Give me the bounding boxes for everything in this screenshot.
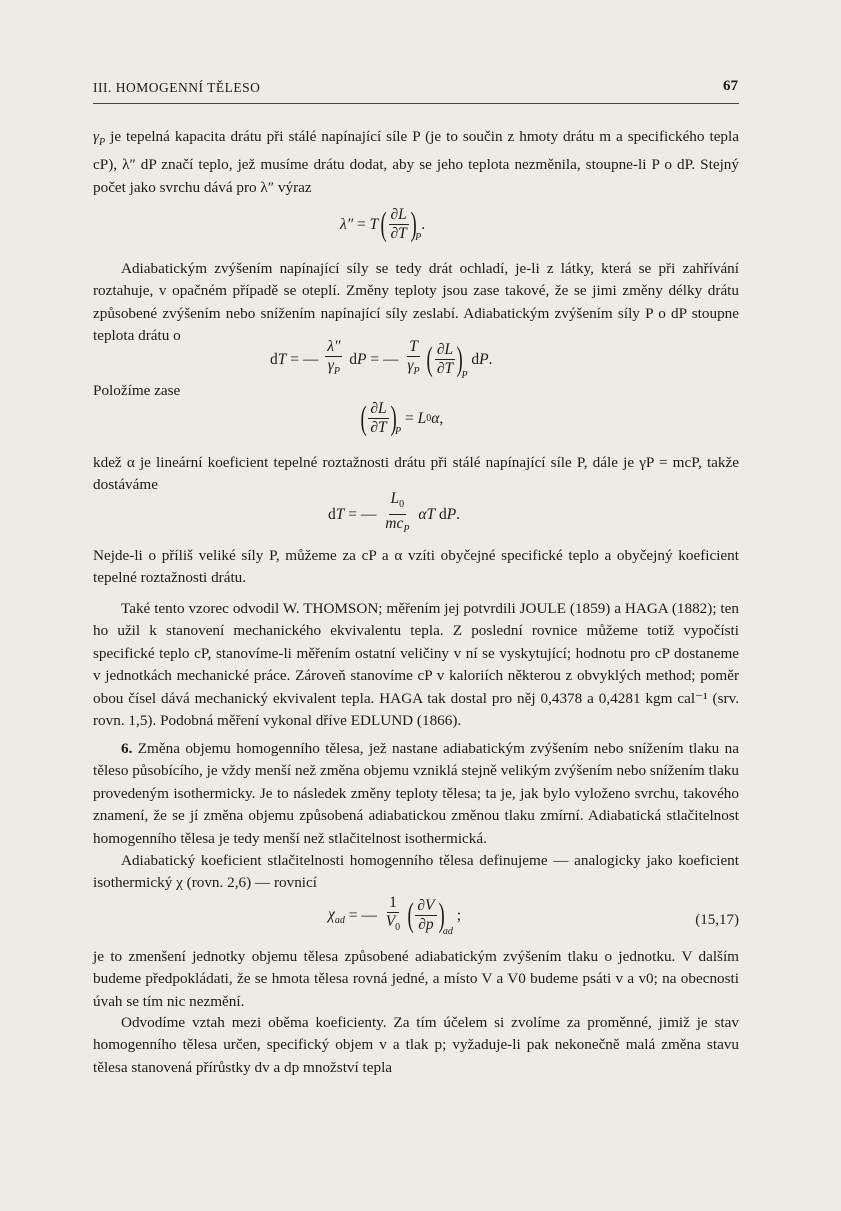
paragraph-6: Také tento vzorec odvodil W. THOMSON; měřením jej potvrdili JOULE (1859) a HAGA (1882); ten ho užil k stanovení mechanického ekvivalentu tepla. Z poslední rovnice můžeme totiž vypočísti specifické teplo cP, stanovíme-li měřením ostatní veličiny v ní se vyskytující; hodnotu pro cP dostaneme v jednotkách mechanické práce. Zároveň stanovíme cP v kaloriích některou z obvyklých method; poměr obou čísel dává mechanický ekvivalent tepla. HAGA tak dostal pro něj 0,4378 a 0,4281 kgm cal⁻¹ (srv. rovn. 1,5). Podobná měření vykonal dříve EDLUND (1866). [93, 600, 739, 730]
running-header [93, 80, 738, 96]
page-number: 67 [723, 78, 738, 94]
paragraph-2: Adiabatickým zvýšením napínající síly se tedy drát ochladí, je-li z látky, která se při zahřívání roztahuje, v opačném případě se oteplí. Změny teploty jsou zase takové, že se jimi změny délky drátu způsobené zvýšením nebo snížením napínající síly zeslabí. Adiabatickým zvýšením síly P o dP stoupne teplota drátu o [93, 260, 739, 345]
paragraph-7 [93, 738, 739, 850]
section-number: 6. [121, 740, 133, 757]
paragraph-1: $\gamma_P$ je tepelná kapacita drátu při stálé napínající síle P (je to součin z hmoty drátu m a specifického tepla cP), λ″ dP značí teplo, jež musíme drátu dodat, aby se jeho teplota nezměnila, stoupne-li P o dP. Stejný počet jako svrchu dává pro λ″ výraz [93, 128, 739, 196]
equation-chi-ad: $\chi_{ad}$ = — $\frac{1}{V_0}$ ( $\frac{\partial V}{\partial p}$ ) ad ; [328, 894, 462, 938]
equation-dT-1: d T = — $\frac{\lambda''}{\gamma_P}$ d P = — $\frac{T}{\gamma_P}$ ( $\frac{\partial L}{\partial T}$ ) P d P . [270, 338, 493, 382]
paragraph-1-text: je tepelná kapacita drátu při stálé napínající síle P (je to součin z hmoty drátu m a specifického tepla cP), λ″ dP značí teplo, jež musíme drátu dodat, aby se jeho teplota nezměnila, stoupne-li P o dP. Stejný počet jako svrchu dává pro λ″ výraz [93, 128, 739, 196]
equation-dT-2: d T = — $\frac{L_0}{mc_P}$ αT d P . [328, 490, 461, 536]
paragraph-9: je to zmenšení jednotky objemu tělesa způsobené adiabatickým zvýšením tlaku o jednotku. V dalším budeme předpokládati, že se hmota tělesa rovná jedné, a místo V a V0 budeme psáti v a v0; na obecnosti úvah se tím nic nezmění. [93, 948, 739, 1010]
equation-lambda: λ″ = T ( $\frac{\partial L}{\partial T}$ ) P . [340, 205, 426, 243]
header-rule [93, 103, 739, 104]
paragraph-5: Nejde-li o příliš veliké síly P, můžeme za cP a α vzíti obyčejné specifické teplo a obyčejný koeficient tepelné roztažnosti drátu. [93, 547, 739, 587]
chapter-title: III. HOMOGENNÍ TĚLESO [93, 80, 261, 95]
paragraph-8: Adiabatický koeficient stlačitelnosti homogenního tělesa definujeme — analogicky jako koeficient isothermický χ (rovn. 2,6) — rovnicí [93, 852, 739, 892]
paragraph-7-text: Změna objemu homogenního tělesa, jež nastane adiabatickým zvýšením nebo snížením tlaku na těleso působícího, je vždy menší než změna objemu vzniklá stejně velikým zvýšením nebo snížením tlaku provedeným isothermicky. Je to následek změny teploty tělesa; ta je, jak bylo vyloženo svrchu, takového znamení, že se jí změna objemu způsobená adiabatickou změnou tlaku zmírní. Adiabatická stlačitelnost homogenního tělesa je tedy menší než stlačitelnost isothermická. [93, 740, 739, 847]
paragraph-3: Položíme zase [93, 382, 181, 399]
equation-number: (15,17) [695, 912, 739, 928]
paragraph-4: kdež α je lineární koeficient tepelné roztažnosti drátu při stálé napínající síle P, dále je γP = mcP, takže dostáváme [93, 454, 739, 494]
equation-L0: ( $\frac{\partial L}{\partial T}$ ) P = L 0 α , [360, 399, 444, 437]
paragraph-10: Odvodíme vztah mezi oběma koeficienty. Za tím účelem si zvolíme za proměnné, jimiž je stav homogenního tělesa určen, specifický objem v a tlak p; vyžaduje-li pak nekonečně malá změna stavu tělesa stanovená přírůstky dv a dp množství tepla [93, 1014, 739, 1076]
